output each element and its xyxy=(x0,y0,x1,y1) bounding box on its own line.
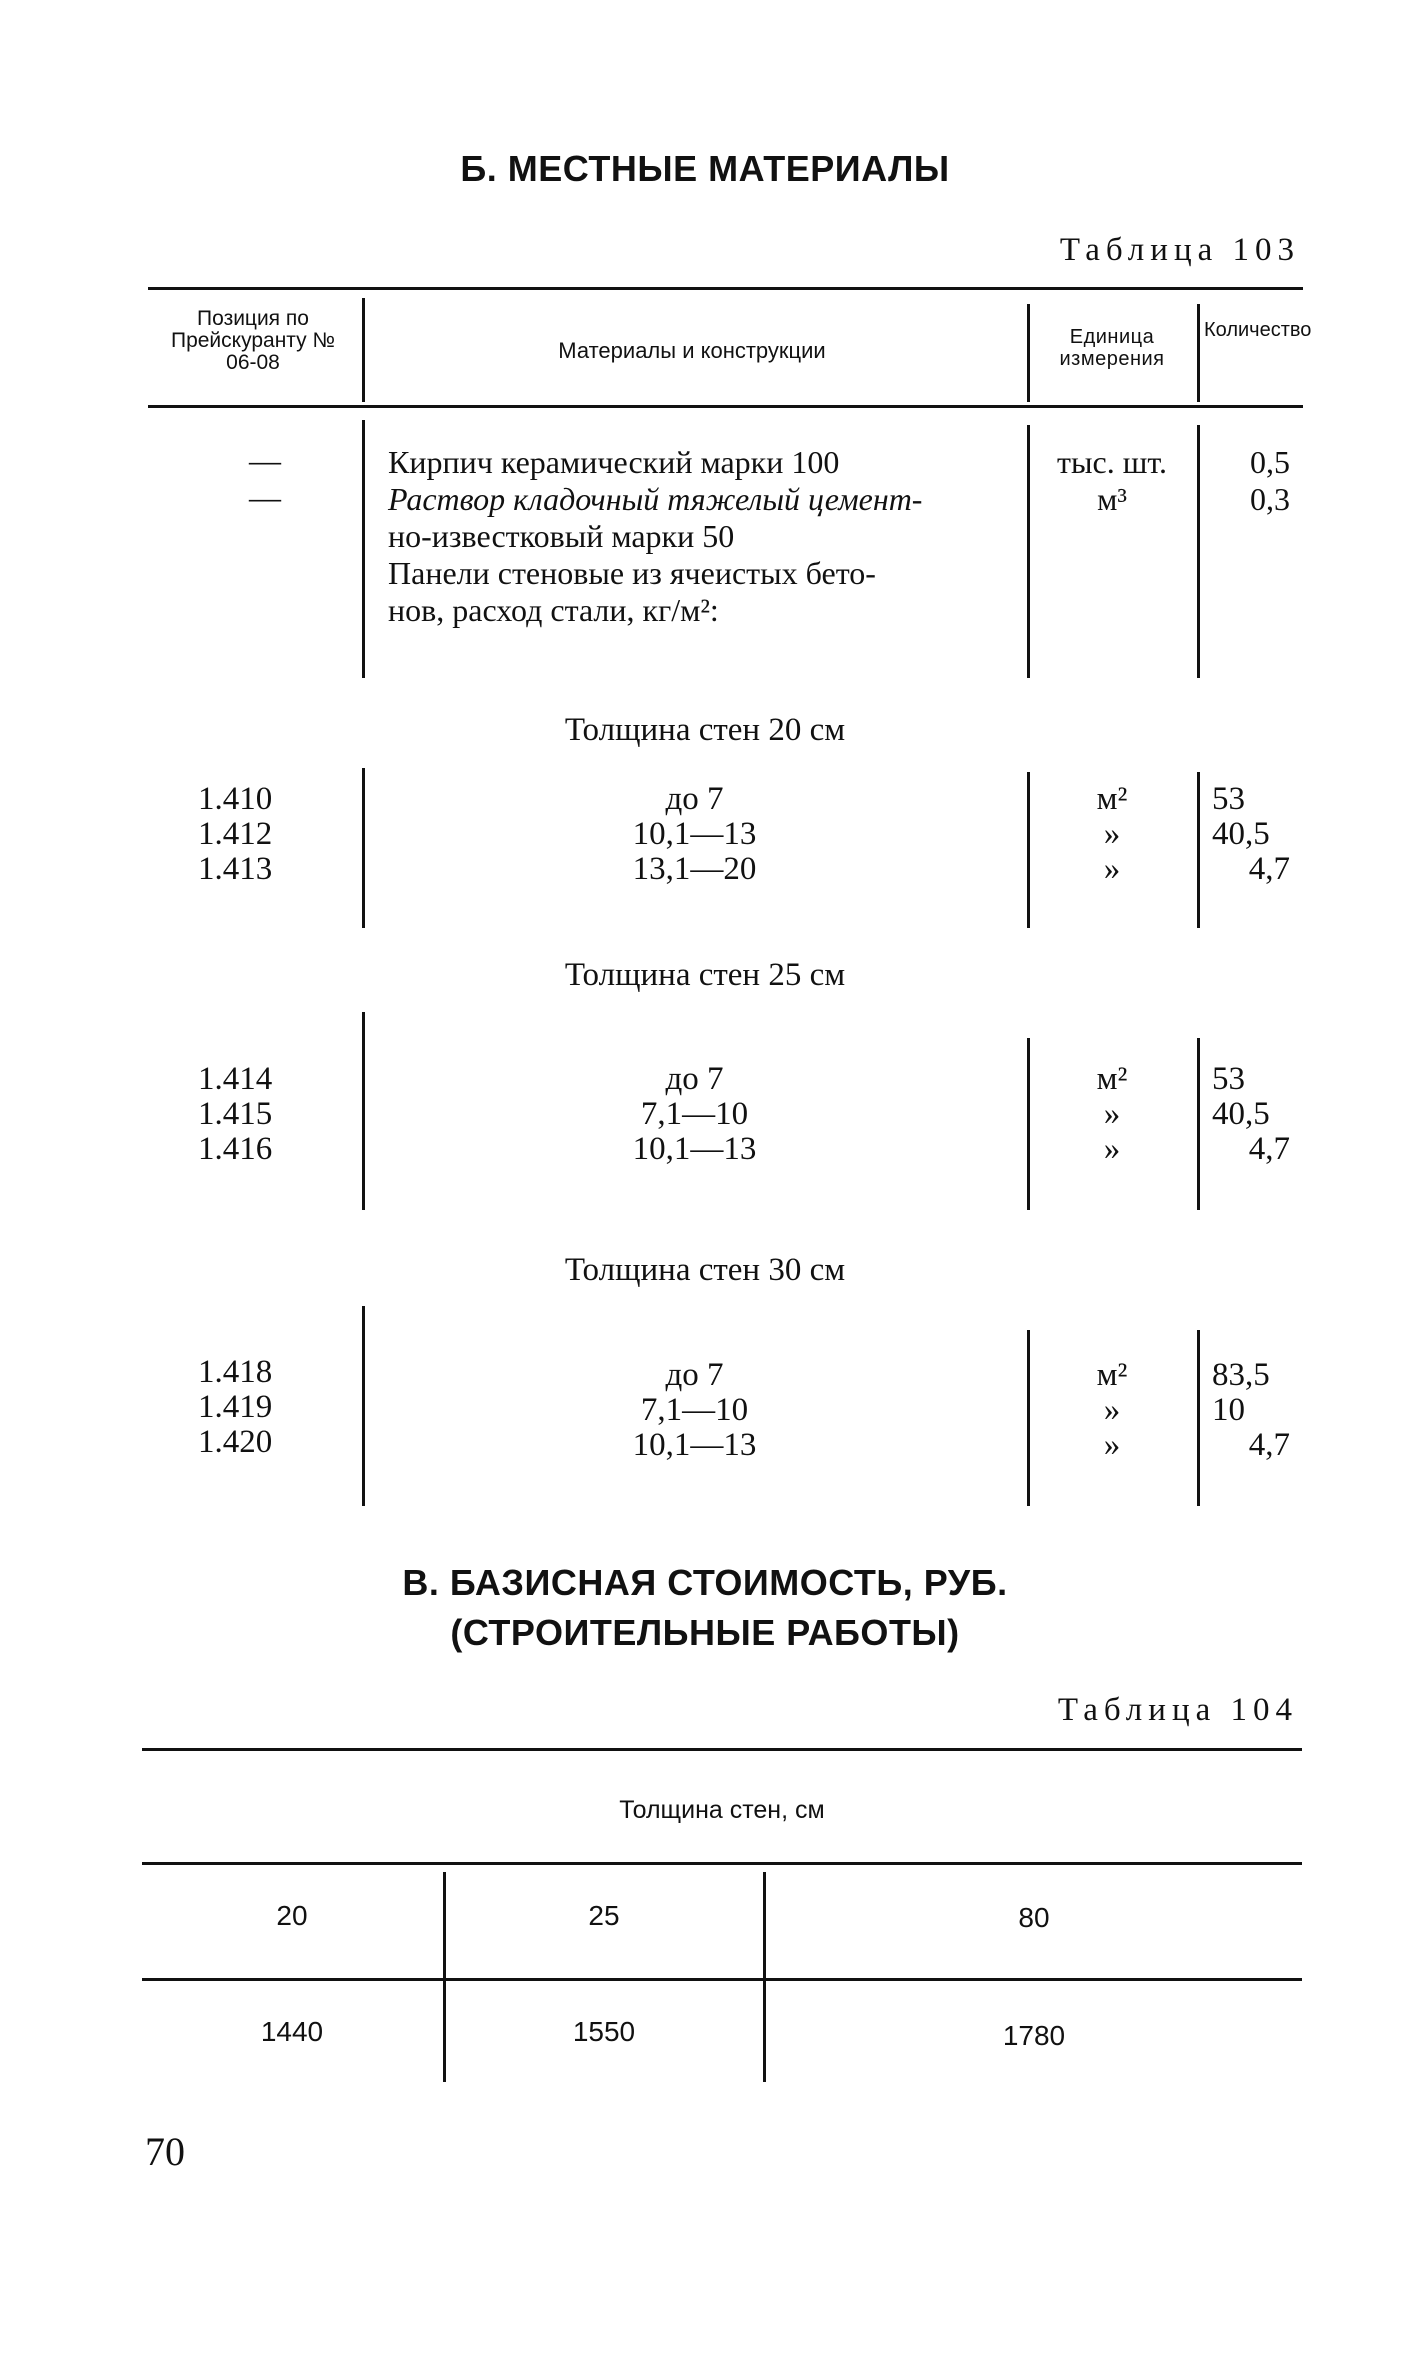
intro-qty-1: 0,5 xyxy=(1250,444,1290,480)
g2-unit-1: м² xyxy=(1096,1061,1128,1097)
g3-mat-3: 10,1—13 xyxy=(632,1427,757,1463)
group-1-subtitle: Толщина стен 20 см xyxy=(564,712,846,748)
g2-pos-3: 1.416 xyxy=(198,1131,273,1167)
intro-material-line-1: Кирпич керамический марки 100 xyxy=(388,444,840,480)
group-3-subtitle: Толщина стен 30 см xyxy=(564,1252,846,1288)
t104-col-3-header: 80 xyxy=(1018,1902,1050,1933)
g1-pos-1: 1.410 xyxy=(198,781,273,817)
page-number: 70 xyxy=(145,2129,185,2174)
group-1-divider-3 xyxy=(1197,772,1200,928)
intro-qty-2: 0,3 xyxy=(1250,481,1290,517)
table-103-label: Таблица 103 xyxy=(1059,232,1300,268)
g3-pos-3: 1.420 xyxy=(198,1424,273,1460)
header-unit: Единица измерения xyxy=(1059,326,1165,370)
header-divider-3 xyxy=(1197,304,1200,402)
intro-divider-1 xyxy=(362,420,365,678)
intro-unit-2: м³ xyxy=(1097,481,1127,517)
t104-value-1: 1440 xyxy=(260,2016,324,2047)
g3-qty-2: 10 xyxy=(1212,1392,1245,1428)
g3-unit-2: » xyxy=(1103,1392,1121,1428)
g2-mat-1: до 7 xyxy=(665,1061,724,1097)
g1-unit-2: » xyxy=(1103,816,1121,852)
g1-pos-3: 1.413 xyxy=(198,851,273,887)
intro-material-line-2: Раствор кладочный тяжелый цемент- xyxy=(388,481,923,517)
table-104-label: Таблица 104 xyxy=(1057,1692,1298,1728)
table-104-mid-rule xyxy=(142,1978,1302,1981)
g3-pos-1: 1.418 xyxy=(198,1354,273,1390)
g2-unit-2: » xyxy=(1103,1096,1121,1132)
t104-value-3: 1780 xyxy=(1002,2020,1066,2051)
section-v-title-line-1: В. БАЗИСНАЯ СТОИМОСТЬ, РУБ. xyxy=(402,1562,1008,1603)
g1-qty-3: 4,7 xyxy=(1248,851,1290,887)
g1-qty-1: 53 xyxy=(1212,781,1245,817)
group-1-divider-2 xyxy=(1027,772,1030,928)
header-divider-1 xyxy=(362,298,365,402)
table-103-header-rule xyxy=(148,405,1303,408)
g3-pos-2: 1.419 xyxy=(198,1389,273,1425)
g1-mat-1: до 7 xyxy=(665,781,724,817)
g2-unit-3: » xyxy=(1103,1131,1121,1167)
table-104-header: Толщина стен, см xyxy=(619,1796,825,1824)
g2-pos-2: 1.415 xyxy=(198,1096,273,1132)
g1-unit-1: м² xyxy=(1096,781,1128,817)
t104-col-2-header: 25 xyxy=(588,1900,620,1931)
g1-unit-3: » xyxy=(1103,851,1121,887)
group-2-divider-2 xyxy=(1027,1038,1030,1210)
group-2-subtitle: Толщина стен 25 см xyxy=(564,957,846,993)
intro-material-line-5: нов, расход стали, кг/м²: xyxy=(388,592,719,628)
g1-pos-2: 1.412 xyxy=(198,816,273,852)
g3-unit-3: » xyxy=(1103,1427,1121,1463)
t104-col-1-header: 20 xyxy=(276,1900,308,1931)
g2-mat-2: 7,1—10 xyxy=(640,1096,749,1132)
section-v-title-line-2: (СТРОИТЕЛЬНЫЕ РАБОТЫ) xyxy=(450,1612,960,1653)
intro-position-2: — xyxy=(249,479,281,515)
g1-mat-2: 10,1—13 xyxy=(632,816,757,852)
g2-qty-2: 40,5 xyxy=(1212,1096,1270,1132)
g3-mat-2: 7,1—10 xyxy=(640,1392,749,1428)
header-quantity: Количество xyxy=(1204,319,1312,341)
g2-qty-1: 53 xyxy=(1212,1061,1245,1097)
header-materials: Материалы и конструкции xyxy=(558,338,826,363)
intro-divider-2 xyxy=(1027,425,1030,678)
g3-mat-1: до 7 xyxy=(665,1357,724,1393)
table-103-top-rule xyxy=(148,287,1303,290)
intro-position-1: — xyxy=(249,442,281,478)
intro-material-line-3: но-известковый марки 50 xyxy=(388,518,735,554)
header-divider-2 xyxy=(1027,304,1030,402)
header-position: Позиция по Прейскуранту № 06-08 xyxy=(170,307,336,374)
g2-mat-3: 10,1—13 xyxy=(632,1131,757,1167)
t104-value-2: 1550 xyxy=(572,2016,636,2047)
table-104-header-rule xyxy=(142,1862,1302,1865)
g3-unit-1: м² xyxy=(1096,1357,1128,1393)
table-104-top-rule xyxy=(142,1748,1302,1751)
g3-qty-1: 83,5 xyxy=(1212,1357,1270,1393)
group-2-divider-3 xyxy=(1197,1038,1200,1210)
section-b-title: Б. МЕСТНЫЕ МАТЕРИАЛЫ xyxy=(460,148,950,189)
group-3-divider-3 xyxy=(1197,1330,1200,1506)
g1-mat-3: 13,1—20 xyxy=(632,851,757,887)
g1-qty-2: 40,5 xyxy=(1212,816,1270,852)
group-3-divider-2 xyxy=(1027,1330,1030,1506)
g3-qty-3: 4,7 xyxy=(1248,1427,1290,1463)
intro-unit-1: тыс. шт. xyxy=(1057,444,1167,480)
g2-qty-3: 4,7 xyxy=(1248,1131,1290,1167)
g2-pos-1: 1.414 xyxy=(198,1061,273,1097)
intro-material-line-4: Панели стеновые из ячеистых бето- xyxy=(388,555,876,591)
